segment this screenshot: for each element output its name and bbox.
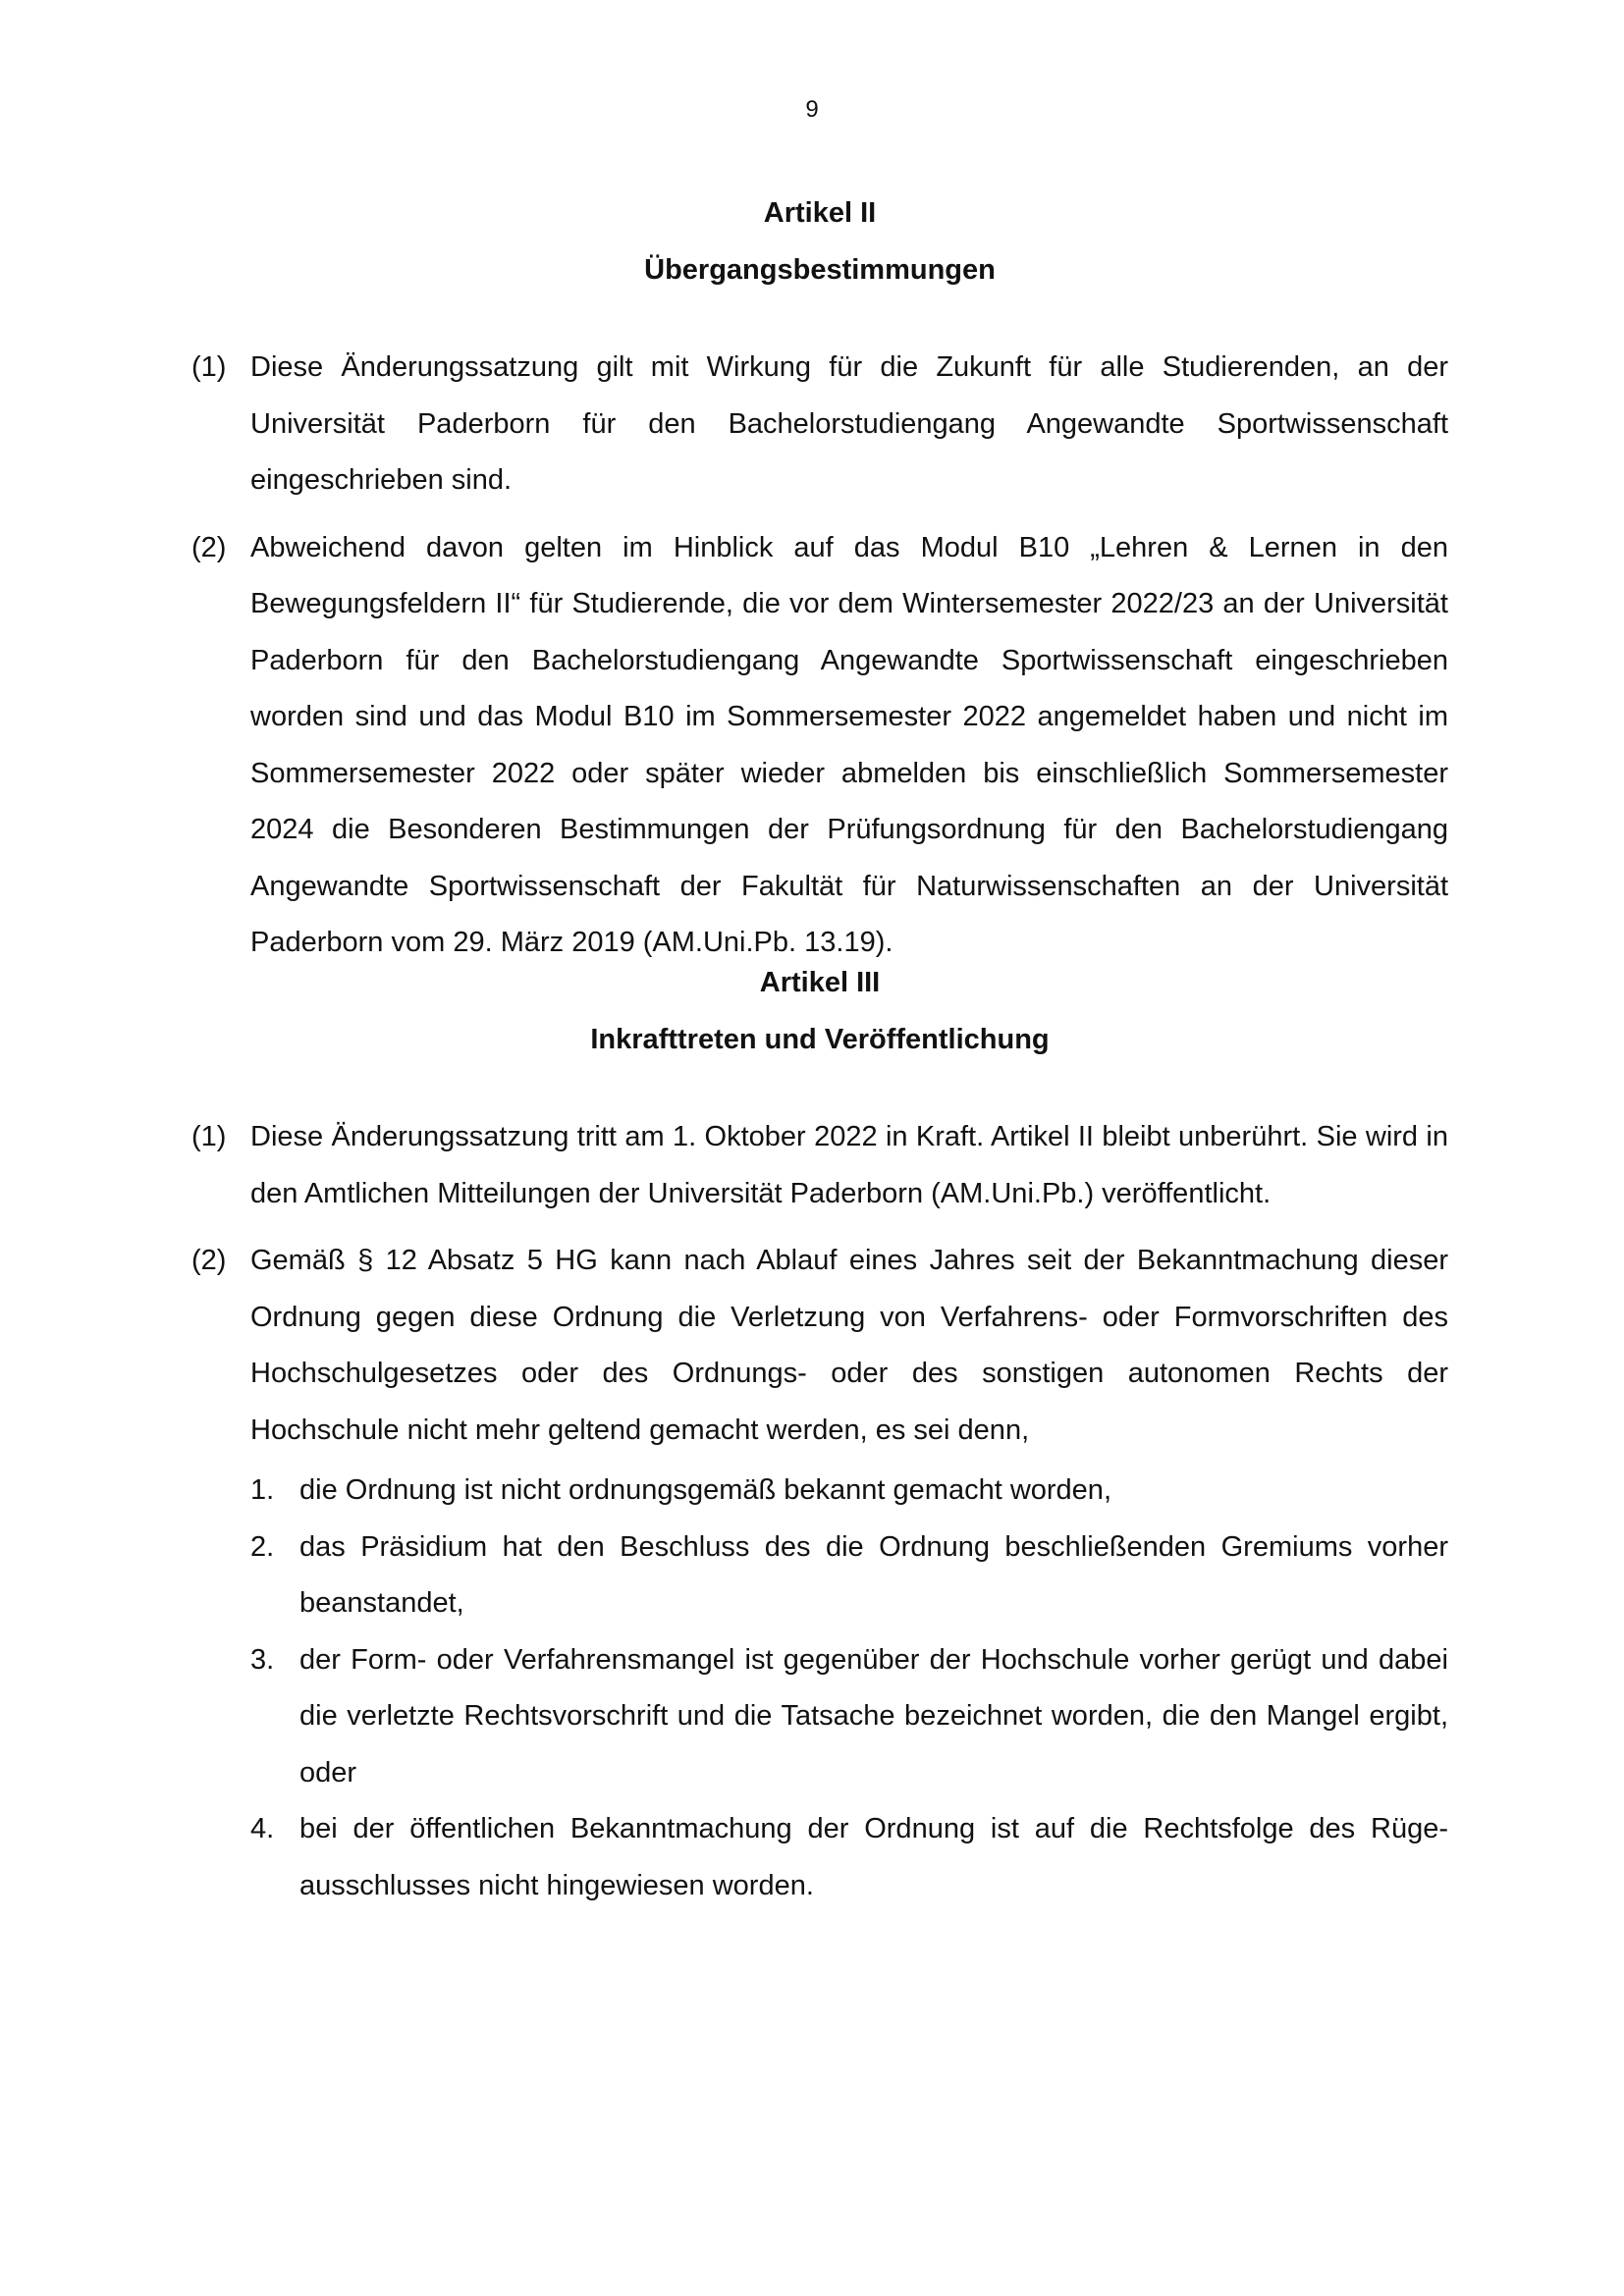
list-item-text: bei der öffentlichen Bekanntmachung der Ordnung ist auf die Rechtsfolge des Rüge-ausschlusses nicht hingewiesen worden. (299, 1813, 1448, 1901)
list-item-text: die Ordnung ist nicht ordnungsgemäß bekannt gemacht worden, (299, 1474, 1111, 1506)
paragraph-number: (1) (191, 351, 227, 383)
article-2-title: Artikel II (763, 197, 877, 229)
paragraph-number: (1) (191, 1121, 227, 1152)
article-3-paragraph-2 (191, 1233, 1448, 1459)
article-2-section (191, 185, 1448, 983)
list-item-text: das Präsidium hat den Beschluss des die Ordnung beschließenden Gremiums vorher beanstandet, (299, 1530, 1448, 1619)
exception-list (250, 1463, 1448, 1914)
paragraph-text: Abweichend davon gelten im Hinblick auf das Modul B10 „Lehren & Lernen in den Bewegungsfeldern II“ für Studierende, die vor dem Wintersemester 2022/23 an der Universität Paderborn für den Bachelorstudiengang Angewandte Sportwissenschaft eingeschrieben worden sind und das Modul B10 im Sommersemester 2022 angemeldet haben und nicht im Sommersemester 2022 oder später wieder abmelden bis einschließlich Sommersemester 2024 die Besonderen Bestimmungen der Prüfungsordnung für den Bachelorstudiengang Angewandte Sportwissenschaft der Fakultät für Naturwissenschaften an der Universität Paderborn vom 29. März 2019 (AM.Uni.Pb. 13.19). (250, 531, 1448, 958)
page-number: 9 (805, 96, 819, 123)
article-2-subtitle: Übergangsbestimmungen (644, 254, 996, 286)
list-item-number: 4. (250, 1813, 275, 1844)
paragraph-text: Diese Änderungssatzung tritt am 1. Oktober 2022 in Kraft. Artikel II bleibt unberührt. Sie wird in den Amtlichen Mitteilungen der Universität Paderborn (AM.Uni.Pb.) veröffentlicht. (250, 1121, 1448, 1209)
paragraph-number: (2) (191, 531, 227, 563)
paragraph-text: Gemäß § 12 Absatz 5 HG kann nach Ablauf eines Jahres seit der Bekanntmachung dieser Ordnung gegen diese Ordnung die Verletzung von Verfahrens- oder Formvorschriften des Hochschulgesetzes oder des Ordnungs- oder des sonstigen autonomen Rechts der Hochschule nicht mehr geltend gemacht werden, es sei denn, (250, 1245, 1448, 1446)
list-item-number: 3. (250, 1643, 275, 1676)
list-item (250, 1801, 1448, 1914)
article-2-paragraph-2 (191, 520, 1448, 972)
list-item-number: 1. (250, 1474, 275, 1506)
article-3-section (191, 954, 1448, 1914)
article-2-paragraph-1 (191, 340, 1448, 509)
list-item (250, 1632, 1448, 1802)
paragraph-text: Diese Änderungssatzung gilt mit Wirkung für die Zukunft für alle Studierenden, an der Universität Paderborn für den Bachelorstudiengang Angewandte Sportwissenschaft eingeschrieben sind. (250, 351, 1448, 496)
article-2-heading (191, 185, 1448, 298)
paragraph-number: (2) (191, 1245, 227, 1276)
article-3-title: Artikel III (759, 967, 881, 998)
article-3-paragraph-1 (191, 1109, 1448, 1222)
list-item (250, 1463, 1448, 1520)
list-item (250, 1520, 1448, 1632)
article-3-heading (191, 954, 1448, 1068)
list-item-number: 2. (250, 1530, 275, 1563)
article-3-subtitle: Inkrafttreten und Veröffentlichung (590, 1024, 1050, 1055)
list-item-text: der Form- oder Verfahrensmangel ist gegenüber der Hochschule vorher gerügt und dabei die verletzte Rechtsvorschrift und die Tatsache bezeichnet worden, die den Mangel ergibt, oder (299, 1643, 1448, 1789)
